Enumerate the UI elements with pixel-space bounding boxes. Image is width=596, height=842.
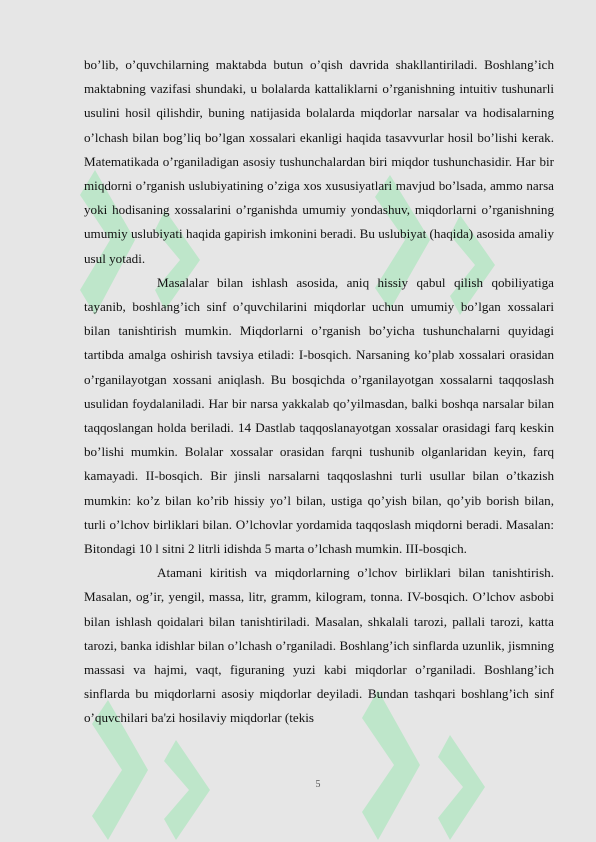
paragraph-3: Atamani kiritish va miqdorlarning o’lchov birliklari bilan tanishtirish. Masalan, og’ir, yengil, massa, litr, gramm, kilogram, tonna. IV-bosqich. O’lchov asbobi bilan ishlash qoidalari bilan tanishtiriladi. Masalan, shkalali tarozi, pallali tarozi, katta tarozi, banka idishlar bilan o’lchash o’rganiladi. Boshlang’ich sinflarda uzunlik, jismning massasi va hajmi, vaqt, figuraning yuzi kabi miqdorlar o’rganiladi. Boshlang’ich sinflarda bu miqdorlarni asosiy miqdorlar deyiladi. Bundan tashqari boshlang’ich sinf o’quvchilari ba'zi hosilaviy miqdorlar (tekis <box>84 565 554 726</box>
watermark-mark <box>164 740 210 840</box>
paragraph-1: bo’lib, o’quvchilarning maktabda butun o’qish davrida shakllantiriladi. Boshlang’ich maktabning vazifasi shundaki, u bolalarda kattaliklarni o’rganishning intuitiv tushunarli usulini hosil qilishdir, buning natijasida bolalarda miqdorlar narsalar va hodisalarning o’lchash bilan bog’liq bo’lgan xossalari ekanligi haqida tasavvurlar hosil bo’lishi kerak. Matematikada o’rganiladigan asosiy tushunchalardan biri miqdor tushunchasidir. Har bir miqdorni o’rganish uslubiyatining o’ziga xos xususiyatlari mavjud bo’lsada, ammo narsa yoki hodisaning xossalarini o’rganishda umumiy yondashuv, miqdorlarni o’rganishning umumiy uslubiyati haqida gapirish imkonini beradi. Bu uslubiyat (haqida) asosida amaliy usul yotadi. <box>84 57 554 266</box>
document-body <box>84 53 554 731</box>
paragraph-2: Masalalar bilan ishlash asosida, aniq hissiy qabul qilish qobiliyatiga tayanib, boshlang’ich sinf o’quvchilarini miqdorlar uchun umumiy bo’lgan xossalari bilan tanishtirish mumkin. Miqdorlarni o’rganish bo’yicha tushunchalarni quyidagi tartibda amalga oshirish tavsiya etiladi: I-bosqich. Narsaning ko’plab xossalari orasidan o’rganilayotgan xossani aniqlash. Bu bosqichda o’rganilayotgan xossalarni taqqoslash usulidan foydalaniladi. Har bir narsa yakkalab qo’yilmasdan, balki boshqa narsalar bilan taqqoslangan holda beriladi. 14 Dastlab taqqoslanayotgan xossalar orasidagi farq keskin bo’lishi mumkin. Bolalar xossalar orasidan farqni tushunib olganlaridan keyin, farq kamayadi. II-bosqich. Bir jinsli narsalarni taqqoslashni turli usullar bilan o’tkazish mumkin: ko’z bilan ko’rib hissiy yo’l bilan, ustiga qo’yish bilan, qo’yib borish bilan, turli o’lchov birliklari bilan. O’lchovlar yordamida taqqoslash miqdorni beradi. Masalan: Bitondagi 10 l sitni 2 litrli idishda 5 marta o’lchash mumkin. III-bosqich. <box>84 274 554 557</box>
page-number: 5 <box>315 779 321 790</box>
